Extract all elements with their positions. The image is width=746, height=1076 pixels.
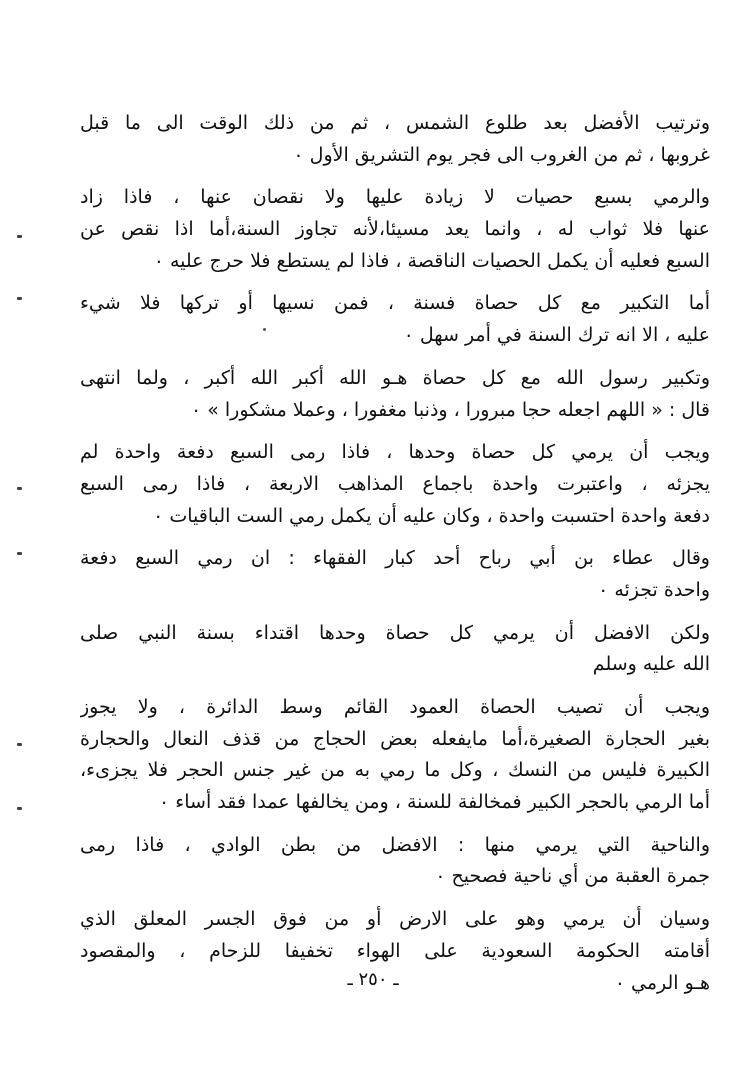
- body-text: [80, 108, 710, 999]
- text-line: وقال عطاء بن أبي رباح أحد كبار الفقهاء : ان رمي السبع دفعة: [80, 547, 710, 570]
- text-line: قال : « اللهم اجعله حجا مبرورا ، وذنبا مغفورا ، وعملا مشكورا » ٠: [190, 398, 710, 421]
- speck: [263, 328, 266, 331]
- text-line: وتكبير رسول الله مع كل حصاة هـو الله أكبر الله أكبر ، ولما انتهى: [80, 366, 710, 389]
- text-line: ويجب أن يرمي كل حصاة وحدها ، فاذا رمى السبع دفعة واحدة لم: [80, 441, 710, 464]
- text-line: ويجب أن تصيب الحصاة العمود القائم وسط الدائرة ، ولا يجوز: [80, 696, 710, 718]
- text-line: أما الرمي بالحجر الكبير فمخالفة للسنة ، ومن يخالفها عمدا فقد أساء ٠: [159, 791, 710, 814]
- text-line: دفعة واحدة احتسبت واحدة ، وكان عليه أن يكمل رمي الست الباقيات ٠: [153, 504, 710, 527]
- text-line: الله عليه وسلم: [592, 653, 710, 676]
- text-line: والناحية التي يرمي منها : الافضل من بطن الوادي ، فاذا رمى: [80, 833, 710, 856]
- paragraph: [80, 182, 710, 277]
- paragraph: [80, 543, 710, 606]
- text-line: واحدة تجزئه ٠: [598, 578, 710, 601]
- margin-mark: [17, 807, 22, 810]
- text-line: عنها فلا ثواب له ، وانما يعد مسيئا،لأنه تجاوز السنة،أما اذا نقص عن: [80, 218, 710, 241]
- margin-mark: [17, 487, 22, 490]
- text-line: غروبها ، ثم من الغروب الى فجر يوم التشريق الأول ٠: [293, 143, 710, 166]
- text-line: ولكن الافضل أن يرمي كل حصاة وحدها اقتداء بسنة النبي صلى: [80, 621, 710, 644]
- paragraph: [80, 692, 710, 819]
- paragraph: [80, 830, 710, 893]
- text-line: وسيان أن يرمي وهو على الارض أو من فوق الجسر المعلق الذي: [80, 908, 710, 931]
- text-line: أما التكبير مع كل حصاة فسنة ، فمن نسيها أو تركها فلا شيء: [80, 292, 710, 315]
- margin-mark: [17, 552, 22, 555]
- paragraph: [80, 437, 710, 532]
- text-line: الكبيرة فليس من النسك ، وكل ما رمي به من غير جنس الحجر فلا يجزىء،: [80, 759, 710, 782]
- text-line: والرمي بسبع حصيات لا زيادة عليها ولا نقصان عنها ، فاذا زاد: [80, 186, 710, 209]
- text-line: السبع فعليه أن يكمل الحصيات الناقصة ، فاذا لم يستطع فلا حرج عليه ٠: [153, 249, 710, 272]
- margin-mark: [17, 743, 22, 746]
- margin-mark: [17, 297, 22, 300]
- text-line: وترتيب الأفضل بعد طلوع الشمس ، ثم من ذلك الوقت الى ما قبل: [80, 112, 710, 134]
- text-line: أقامته الحكومة السعودية على الهواء تخفيفا للزحام ، والمقصود: [80, 939, 710, 962]
- text-line: هـو الرمي ٠: [614, 971, 710, 994]
- text-line: يجزئه ، واعتبرت واحدة باجماع المذاهب الاربعة ، فاذا رمى السبع: [80, 472, 710, 495]
- paragraph: [80, 108, 710, 171]
- paragraph: [80, 363, 710, 426]
- margin-mark: [17, 235, 22, 238]
- text-line: جمرة العقبة من أي ناحية فصحيح ٠: [435, 865, 710, 888]
- page-number: ـ ٢٥٠ ـ: [347, 969, 399, 990]
- paragraph: [80, 618, 710, 681]
- text-line: بغير الحجارة الصغيرة،أما مايفعله بعض الحجاج من قذف النعال والحجارة: [80, 727, 710, 750]
- text-line: عليه ، الا انه ترك السنة في أمر سهل ٠: [403, 324, 710, 347]
- paragraph: [80, 288, 710, 351]
